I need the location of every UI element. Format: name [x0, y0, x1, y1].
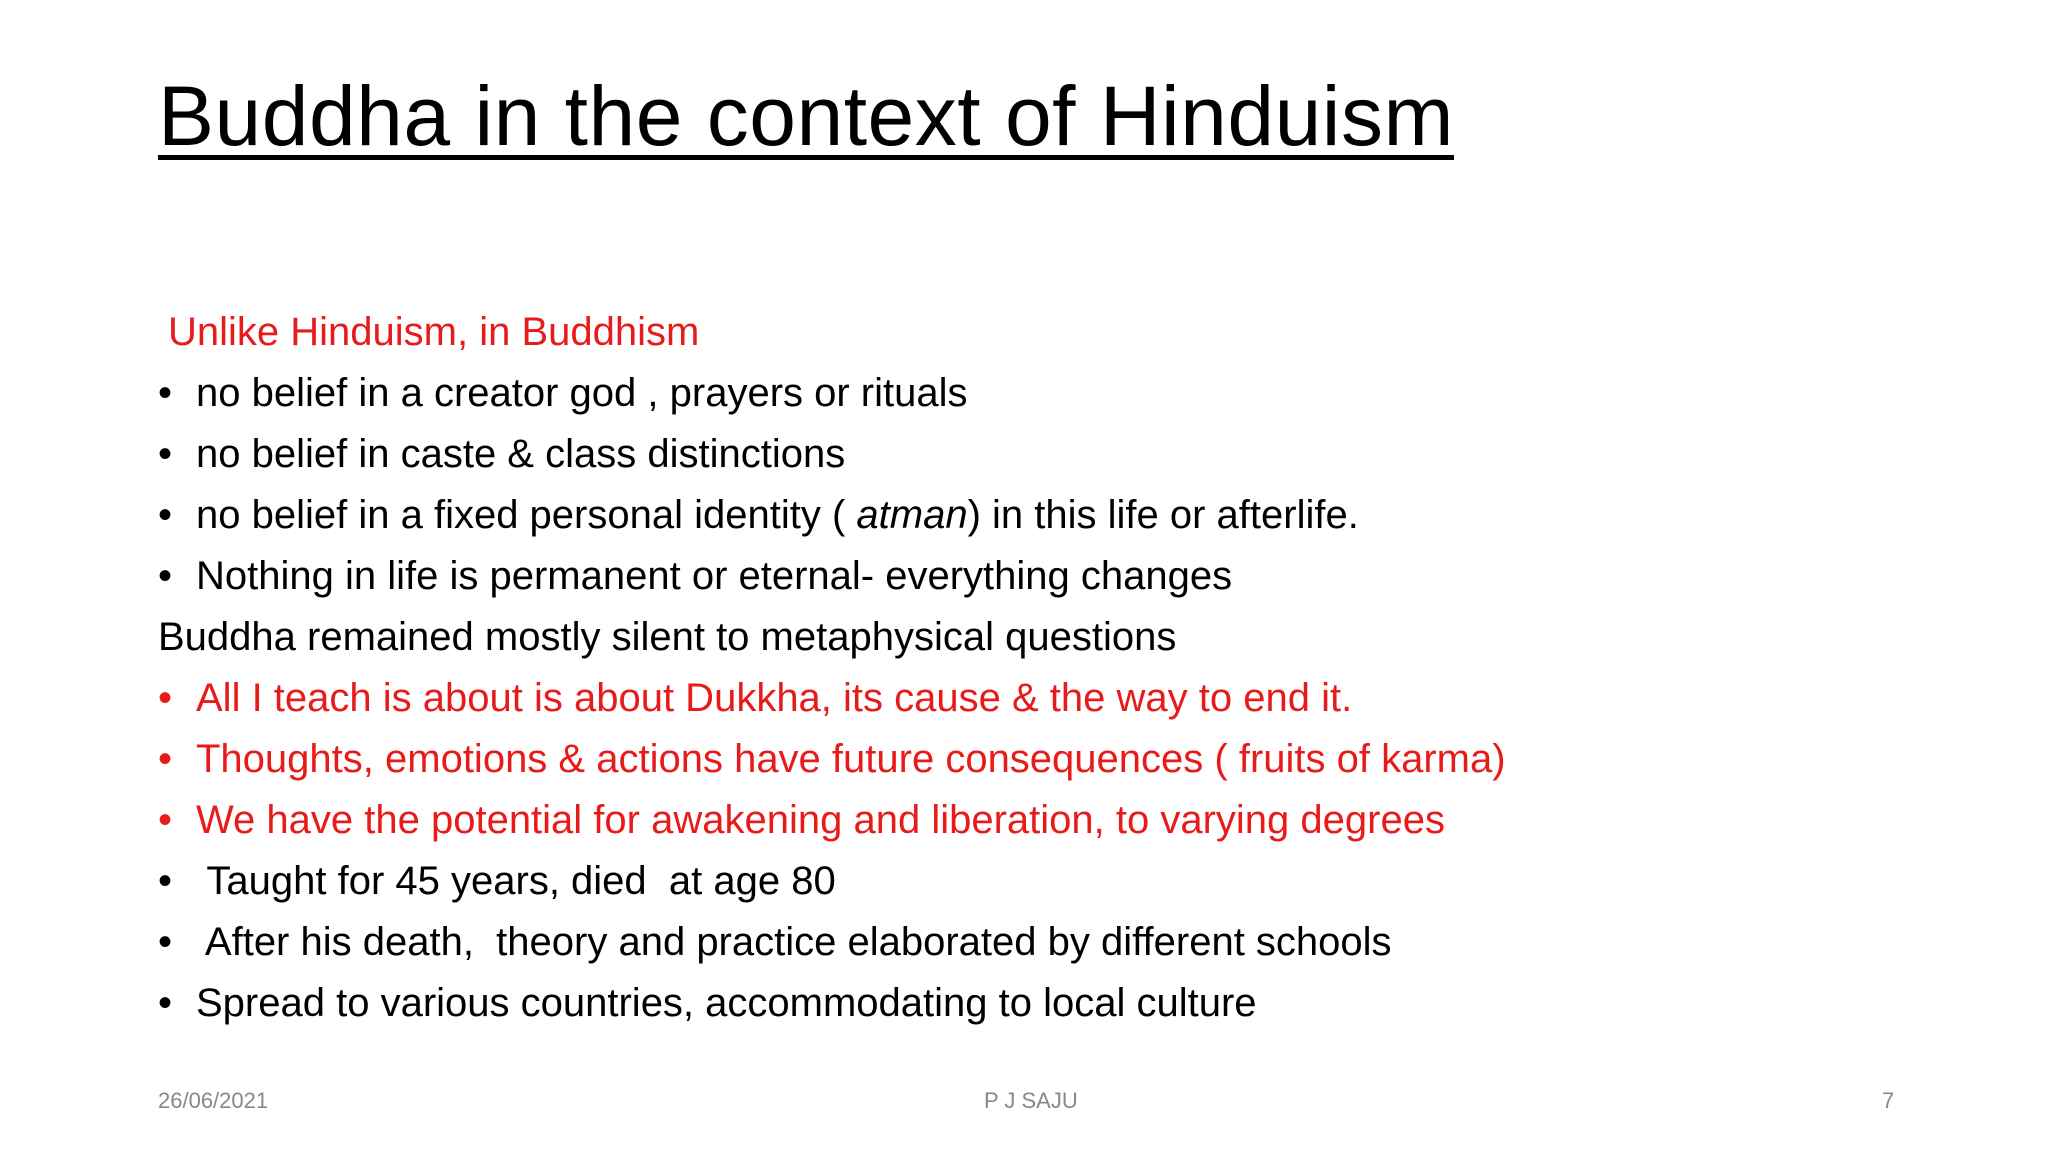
bullet-icon: • [158, 798, 173, 842]
list-item-text: All I teach is about is about Dukkha, its cause & the way to end it. [196, 676, 1353, 720]
bullet-icon: • [158, 554, 173, 598]
slide-body [158, 302, 1958, 1034]
statement-line [158, 607, 1958, 668]
list-item-text-after: ) in this life or afterlife. [967, 493, 1359, 537]
intro-line: Unlike Hinduism, in Buddhism [168, 310, 700, 354]
list-item [158, 729, 1958, 790]
list-item-text: no belief in a fixed personal identity ( [196, 493, 857, 537]
list-item [158, 912, 1958, 973]
statement-text: Buddha remained mostly silent to metaphysical questions [158, 615, 1177, 659]
list-item [158, 485, 1958, 546]
list-item [158, 973, 1958, 1034]
bullet-icon: • [158, 859, 173, 903]
list-item-text: no belief in a creator god , prayers or rituals [196, 371, 968, 415]
list-item-text: Spread to various countries, accommodating to local culture [196, 981, 1257, 1025]
bullet-icon: • [158, 493, 173, 537]
footer-date: 26/06/2021 [158, 1088, 269, 1113]
bullet-icon: • [158, 920, 173, 964]
list-item-text: After his death, theory and practice elaborated by different schools [196, 920, 1392, 964]
bullet-icon: • [158, 371, 173, 415]
list-item-text: Nothing in life is permanent or eternal- everything changes [196, 554, 1233, 598]
bullet-icon: • [158, 676, 173, 720]
list-item [158, 363, 1958, 424]
bullet-icon: • [158, 432, 173, 476]
bullet-icon: • [158, 981, 173, 1025]
list-item [158, 424, 1958, 485]
list-item-text: We have the potential for awakening and liberation, to varying degrees [196, 798, 1445, 842]
list-item [158, 790, 1958, 851]
slide-title: Buddha in the context of Hinduism [158, 69, 1454, 163]
list-item-text: Taught for 45 years, died at age 80 [196, 859, 836, 903]
footer-author: P J SAJU [984, 1088, 1078, 1113]
list-item-text: Thoughts, emotions & actions have future consequences ( fruits of karma) [196, 737, 1506, 781]
atman-term: atman [856, 493, 968, 537]
bullet-icon: • [158, 737, 173, 781]
footer-page-number: 7 [1882, 1088, 1895, 1113]
list-item [158, 546, 1958, 607]
list-item [158, 668, 1958, 729]
list-item-text: no belief in caste & class distinctions [196, 432, 846, 476]
list-item [158, 851, 1958, 912]
